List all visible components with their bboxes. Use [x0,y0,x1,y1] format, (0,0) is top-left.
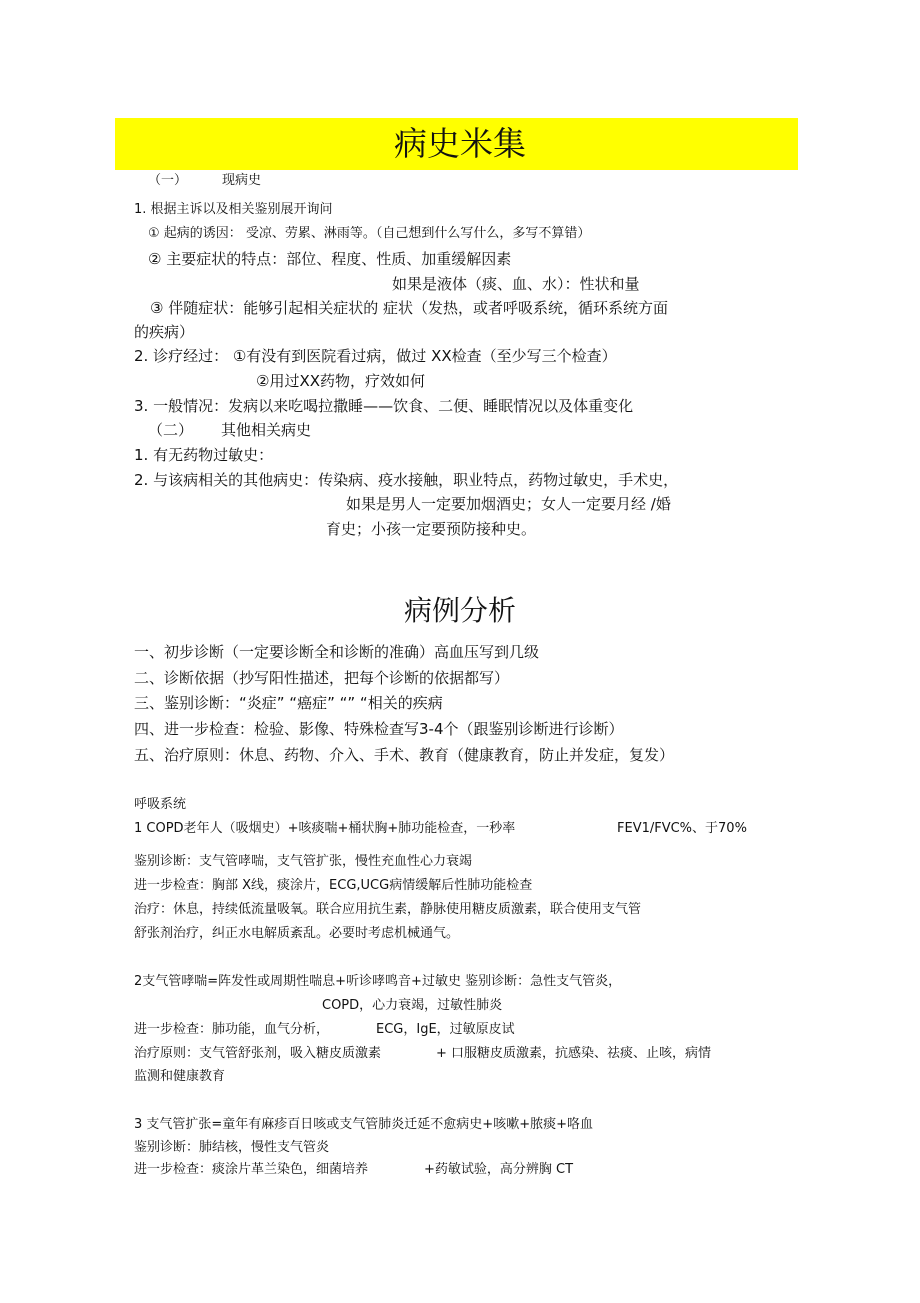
asthma-treatment-cont2: 监测和健康教育 [134,1069,226,1084]
history-item-1a: ① 起病的诱因： 受凉、劳累、淋雨等。（自己想到什么写什么，多写不算错） [148,226,591,241]
asthma-treatment-cont: + 口服糖皮质激素，抗感染、祛痰、止咳，病情 [436,1046,712,1061]
copd-further-tests: 进一步检查：胸部 X线，痰涂片，ECG,UCG病情缓解后性肺功能检查 [134,878,533,893]
page-title: 病史米集 [394,124,526,163]
copd-summary: 1 COPD老年人（吸烟史）+咳痰喘+桶状胸+肺功能检查，一秒率 [134,821,516,836]
other-history-item-2-cont2: 育史；小孩一定要预防接种史。 [326,520,537,538]
asthma-further-tests: 进一步检查：肺功能，血气分析， [134,1022,330,1037]
section-1-title: 现病史 [222,173,262,188]
other-history-item-2-cont: 如果是男人一定要加烟酒史；女人一定要月经 /婚 [346,495,671,513]
analysis-step-1: 一、初步诊断（一定要诊断全和诊断的准确）高血压写到几级 [134,643,540,661]
copd-differential: 鉴别诊断：支气管哮喘，支气管扩张，慢性充血性心力衰竭 [134,854,473,869]
history-item-1: 1. 根据主诉以及相关鉴别展开询问 [134,202,333,217]
history-item-1b-cont: 如果是液体（痰、血、水）：性状和量 [392,275,640,293]
analysis-step-5: 五、治疗原则：休息、药物、介入、手术、教育（健康教育，防止并发症，复发） [134,746,675,764]
section-2-number: （二） [148,421,194,439]
bronchiectasis-further-tests-cont: +药敏试验，高分辨胸 CT [424,1162,574,1177]
section-2-title: 其他相关病史 [221,421,312,439]
history-item-3: 3. 一般情况：发病以来吃喝拉撒睡——饮食、二便、睡眠情况以及体重变化 [134,397,634,415]
history-item-1c-cont: 的疾病） [134,323,195,341]
asthma-further-tests-cont: ECG，IgE，过敏原皮试 [376,1022,515,1037]
history-item-2b: ②用过XX药物，疗效如何 [256,372,425,390]
other-history-item-1: 1. 有无药物过敏史： [134,446,274,464]
asthma-summary: 2支气管哮喘=阵发性或周期性喘息+听诊哮鸣音+过敏史 鉴别诊断：急性支气管炎， [134,974,622,989]
other-history-item-2: 2. 与该病相关的其他病史：传染病、疫水接触，职业特点，药物过敏史，手术史， [134,471,679,489]
copd-treatment: 治疗：休息，持续低流量吸氧。联合应用抗生素，静脉使用糖皮质激素，联合使用支气管 [134,902,642,917]
analysis-title: 病例分析 [403,594,516,627]
analysis-step-2: 二、诊断依据（抄写阳性描述，把每个诊断的依据都写） [134,669,510,687]
analysis-step-3: 三、鉴别诊断：“炎症” “癌症” “” “相关的疾病 [134,694,443,712]
copd-treatment-cont: 舒张剂治疗，纠正水电解质紊乱。必要时考虑机械通气。 [134,926,460,941]
analysis-step-4: 四、进一步检查：检验、影像、特殊检查写3-4个（跟鉴别诊断进行诊断） [134,720,624,738]
history-item-1c: ③ 伴随症状：能够引起相关症状的 症状（发热，或者呼吸系统，循环系统方面 [150,299,668,317]
bronchiectasis-differential: 鉴别诊断：肺结核，慢性支气管炎 [134,1140,330,1155]
copd-summary-ratio: FEV1/FVC%、于70% [617,821,747,836]
section-1-number: （一） [148,173,188,188]
asthma-treatment: 治疗原则：支气管舒张剂，吸入糖皮质激素 [134,1046,382,1061]
history-item-1b: ② 主要症状的特点：部位、程度、性质、加重缓解因素 [148,250,512,268]
bronchiectasis-further-tests: 进一步检查：痰涂片革兰染色，细菌培养 [134,1162,369,1177]
respiratory-heading: 呼吸系统 [134,797,187,812]
bronchiectasis-summary: 3 支气管扩张=童年有麻疹百日咳或支气管肺炎迁延不愈病史+咳嗽+脓痰+咯血 [134,1117,593,1132]
asthma-summary-cont: COPD，心力衰竭，过敏性肺炎 [322,998,503,1013]
history-item-2: 2. 诊疗经过： ①有没有到医院看过病，做过 XX检查（至少写三个检查） [134,347,617,365]
